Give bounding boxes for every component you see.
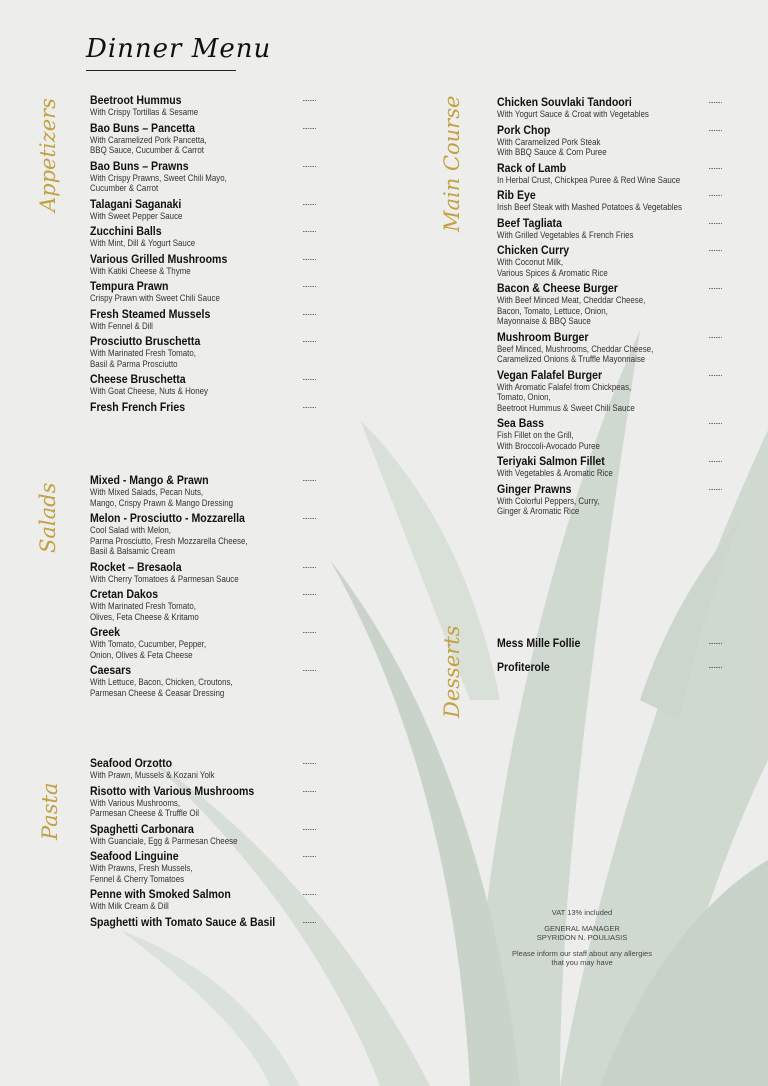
menu-item-name: Seafood Orzotto — [90, 756, 173, 770]
pasta-list — [90, 756, 316, 932]
menu-item-name: Spaghetti with Tomato Sauce & Basil — [90, 914, 276, 929]
menu-item — [90, 511, 316, 557]
price-dots: ........ — [302, 197, 316, 207]
price-dots: ........ — [302, 252, 316, 262]
price-dots: ........ — [302, 280, 316, 289]
menu-item — [90, 915, 316, 929]
price-dots: ........ — [708, 455, 722, 464]
menu-item — [90, 625, 316, 660]
price-dots: ........ — [302, 850, 316, 859]
vat-note: VAT 13% included — [551, 908, 613, 917]
menu-item-name: Chicken Curry — [497, 243, 570, 257]
main-course-list — [497, 95, 722, 520]
menu-item-description: With Various Mushrooms, Parmesan Cheese & Truffle Oil — [90, 797, 200, 818]
menu-item-name: Rack of Lamb — [497, 160, 567, 175]
menu-item — [90, 887, 316, 912]
allergy-line-2: that you may have — [551, 958, 613, 967]
price-dots: ........ — [708, 417, 722, 426]
price-dots: ........ — [302, 888, 316, 897]
menu-item-name: Bao Buns – Prawns — [90, 158, 189, 173]
menu-item-name: Melon - Prosciutto - Mozzarella — [90, 511, 245, 525]
price-dots: ........ — [302, 915, 316, 925]
menu-item-description: With Colorful Peppers, Curry, Ginger & Aromatic Rice — [497, 495, 600, 516]
menu-item-description: Crispy Prawn with Sweet Chili Sauce — [90, 293, 220, 303]
menu-item — [497, 416, 722, 451]
menu-item-name: Zucchini Balls — [90, 224, 162, 238]
price-dots: ........ — [302, 560, 316, 570]
price-dots: ........ — [708, 189, 722, 198]
menu-item-description: With Beef Minced Meat, Cheddar Cheese, Bacon, Tomato, Lettuce, Onion, Mayonnaise & BBQ Sauce — [497, 295, 646, 326]
menu-item — [497, 330, 722, 365]
desserts-list — [497, 636, 722, 684]
menu-item-description: With Mixed Salads, Pecan Nuts, Mango, Crispy Prawn & Mango Dressing — [90, 487, 234, 508]
price-dots: ........ — [708, 244, 722, 253]
menu-item — [90, 159, 316, 194]
menu-item-name: Profiterole — [497, 660, 550, 674]
menu-item-description: With Marinated Fresh Tomato, Olives, Feta Cheese & Kritamo — [90, 601, 199, 622]
menu-item-description: With Grilled Vegetables & French Fries — [497, 229, 634, 240]
menu-item-name: Teriyaki Salmon Fillet — [497, 454, 605, 468]
menu-item-description: With Yogurt Sauce & Croat with Vegetables — [497, 109, 649, 119]
menu-item — [497, 216, 722, 241]
price-dots: ........ — [708, 216, 722, 226]
price-dots: ........ — [302, 588, 316, 597]
menu-item — [90, 756, 316, 781]
menu-item — [497, 454, 722, 479]
price-dots: ........ — [302, 784, 316, 794]
menu-item — [90, 400, 316, 414]
menu-item — [497, 660, 722, 674]
menu-item-description: With Crispy Tortillas & Sesame — [90, 107, 199, 117]
menu-item-name: Prosciutto Bruschetta — [90, 334, 201, 348]
manager-title: GENERAL MANAGER — [544, 923, 620, 933]
menu-item-description: With Lettuce, Bacon, Chicken, Croutons, Parmesan Cheese & Ceasar Dressing — [90, 677, 233, 698]
menu-item — [497, 243, 722, 278]
menu-item-name: Chicken Souvlaki Tandoori — [497, 95, 632, 109]
menu-item-name: Bao Buns – Pancetta — [90, 120, 196, 135]
menu-item-description: In Herbal Crust, Chickpea Puree & Red Wine Sauce — [497, 174, 681, 185]
menu-item-description: With Mint, Dill & Yogurt Sauce — [90, 238, 196, 248]
menu-item-name: Beetroot Hummus — [90, 93, 182, 107]
menu-item-name: Cretan Dakos — [90, 587, 159, 601]
menu-item — [90, 822, 316, 847]
menu-item — [90, 663, 316, 698]
menu-item — [90, 121, 316, 156]
menu-title: Dinner Menu — [86, 34, 272, 64]
menu-item-description: With Tomato, Cucumber, Pepper, Onion, Olives & Feta Cheese — [90, 639, 207, 660]
menu-item — [497, 161, 722, 186]
menu-item-name: Mess Mille Follie — [497, 636, 581, 650]
price-dots: ........ — [302, 225, 316, 234]
menu-item-name: Sea Bass — [497, 416, 544, 430]
menu-item-description: Irish Beef Steak with Mashed Potatoes & Vegetables — [497, 202, 682, 212]
price-dots: ........ — [302, 373, 316, 382]
section-label-pasta: Pasta — [38, 782, 62, 840]
menu-item — [90, 307, 316, 332]
menu-item-name: Seafood Linguine — [90, 849, 179, 863]
menu-item-description: Cool Salad with Melon, Parma Prosciutto, Fresh Mozzarella Cheese, Basil & Balsamic Cream — [90, 525, 248, 556]
price-dots: ........ — [302, 757, 316, 766]
section-label-main-course: Main Course — [440, 95, 464, 232]
price-dots: ........ — [708, 161, 722, 171]
menu-item-description: With Sweet Pepper Sauce — [90, 210, 183, 221]
menu-item-description: With Goat Cheese, Nuts & Honey — [90, 386, 208, 396]
menu-item-name: Rib Eye — [497, 188, 536, 202]
price-dots: ........ — [302, 159, 316, 169]
menu-item — [497, 123, 722, 158]
menu-item-description: With Coconut Milk, Various Spices & Aromatic Rice — [497, 257, 608, 278]
menu-item — [90, 849, 316, 884]
menu-item — [497, 636, 722, 650]
price-dots: ........ — [708, 123, 722, 133]
menu-item-description: With Cherry Tomatoes & Parmesan Sauce — [90, 573, 239, 584]
price-dots: ........ — [302, 307, 316, 317]
price-dots: ........ — [302, 335, 316, 344]
price-dots: ........ — [708, 330, 722, 340]
menu-item — [497, 188, 722, 213]
menu-item-name: Beef Tagliata — [497, 215, 562, 230]
appetizers-list — [90, 93, 316, 417]
menu-item — [90, 224, 316, 249]
menu-item-name: Cheese Bruschetta — [90, 372, 186, 386]
menu-item-name: Talagani Saganaki — [90, 196, 182, 211]
price-dots: ........ — [302, 664, 316, 673]
menu-item-name: Mixed - Mango & Prawn — [90, 473, 209, 487]
menu-item — [90, 587, 316, 622]
menu-item — [90, 372, 316, 397]
menu-item — [90, 473, 316, 508]
manager-block — [497, 924, 667, 943]
menu-item — [90, 279, 316, 304]
menu-item-name: Penne with Smoked Salmon — [90, 887, 231, 901]
menu-item-name: Greek — [90, 625, 120, 639]
price-dots: ........ — [708, 661, 722, 670]
menu-item-description: With Vegetables & Aromatic Rice — [497, 468, 613, 478]
menu-item — [90, 252, 316, 277]
price-dots: ........ — [302, 474, 316, 483]
menu-item-name: Tempura Prawn — [90, 279, 169, 293]
menu-footer — [497, 908, 667, 974]
price-dots: ........ — [302, 121, 316, 131]
menu-item-name: Bacon & Cheese Burger — [497, 281, 618, 295]
menu-item-name: Fresh French Fries — [90, 399, 186, 414]
price-dots: ........ — [708, 482, 722, 492]
menu-item-description: Beef Minced, Mushrooms, Cheddar Cheese, Caramelized Onions & Truffle Mayonnaise — [497, 343, 654, 364]
menu-item — [90, 560, 316, 585]
menu-item — [497, 368, 722, 414]
menu-item-description: With Aromatic Falafel from Chickpeas, Tomato, Onion, Beetroot Hummus & Sweet Chili Sauce — [497, 381, 635, 413]
section-label-salads: Salads — [36, 482, 60, 553]
menu-item-name: Spaghetti Carbonara — [90, 821, 194, 836]
allergy-note — [497, 949, 667, 968]
price-dots: ........ — [708, 282, 722, 291]
menu-item-description: With Prawns, Fresh Mussels, Fennel & Cherry Tomatoes — [90, 863, 193, 884]
menu-item-name: Fresh Steamed Mussels — [90, 306, 211, 321]
menu-item-name: Mushroom Burger — [497, 329, 589, 344]
price-dots: ........ — [708, 368, 722, 378]
price-dots: ........ — [708, 637, 722, 646]
manager-name: SPYRIDON N. POULIASIS — [536, 933, 628, 942]
price-dots: ........ — [302, 626, 316, 635]
menu-item-description: With Caramelized Pork Steak With BBQ Sauce & Corn Puree — [497, 136, 607, 157]
menu-item — [90, 334, 316, 369]
menu-item — [497, 95, 722, 120]
section-label-desserts: Desserts — [440, 625, 464, 718]
menu-item-description: With Fennel & Dill — [90, 320, 153, 331]
price-dots: ........ — [708, 96, 722, 105]
price-dots: ........ — [302, 94, 316, 103]
menu-item-description: With Katiki Cheese & Thyme — [90, 265, 191, 276]
menu-item-name: Ginger Prawns — [497, 481, 572, 496]
price-dots: ........ — [302, 400, 316, 410]
menu-item — [90, 93, 316, 118]
menu-item-name: Caesars — [90, 663, 132, 677]
menu-item-description: With Crispy Prawns, Sweet Chili Mayo, Cucumber & Carrot — [90, 172, 227, 193]
menu-item-description: With Guanciale, Egg & Parmesan Cheese — [90, 835, 238, 846]
menu-item — [497, 482, 722, 517]
menu-item-description: With Milk Cream & Dill — [90, 901, 169, 911]
menu-item — [90, 784, 316, 819]
price-dots: ........ — [302, 512, 316, 521]
menu-item-description: With Prawn, Mussels & Kozani Yolk — [90, 770, 215, 780]
menu-item-description: With Caramelized Pork Pancetta, BBQ Sauce, Cucumber & Carrot — [90, 134, 207, 155]
salads-list — [90, 473, 316, 701]
section-label-appetizers: Appetizers — [36, 98, 60, 212]
menu-item-description: With Marinated Fresh Tomato, Basil & Parma Prosciutto — [90, 348, 196, 369]
menu-item-name: Vegan Falafel Burger — [497, 367, 603, 382]
menu-item-description: Fish Fillet on the Grill, With Broccoli-Avocado Puree — [497, 430, 600, 451]
allergy-line-1: Please inform our staff about any allergies — [512, 948, 652, 958]
menu-item-name: Risotto with Various Mushrooms — [90, 783, 255, 798]
menu-item-name: Pork Chop — [497, 122, 551, 137]
menu-item-name: Rocket – Bresaola — [90, 559, 182, 574]
title-underline — [86, 70, 236, 71]
menu-item — [497, 281, 722, 327]
menu-item — [90, 197, 316, 222]
menu-item-name: Various Grilled Mushrooms — [90, 251, 228, 266]
price-dots: ........ — [302, 822, 316, 832]
